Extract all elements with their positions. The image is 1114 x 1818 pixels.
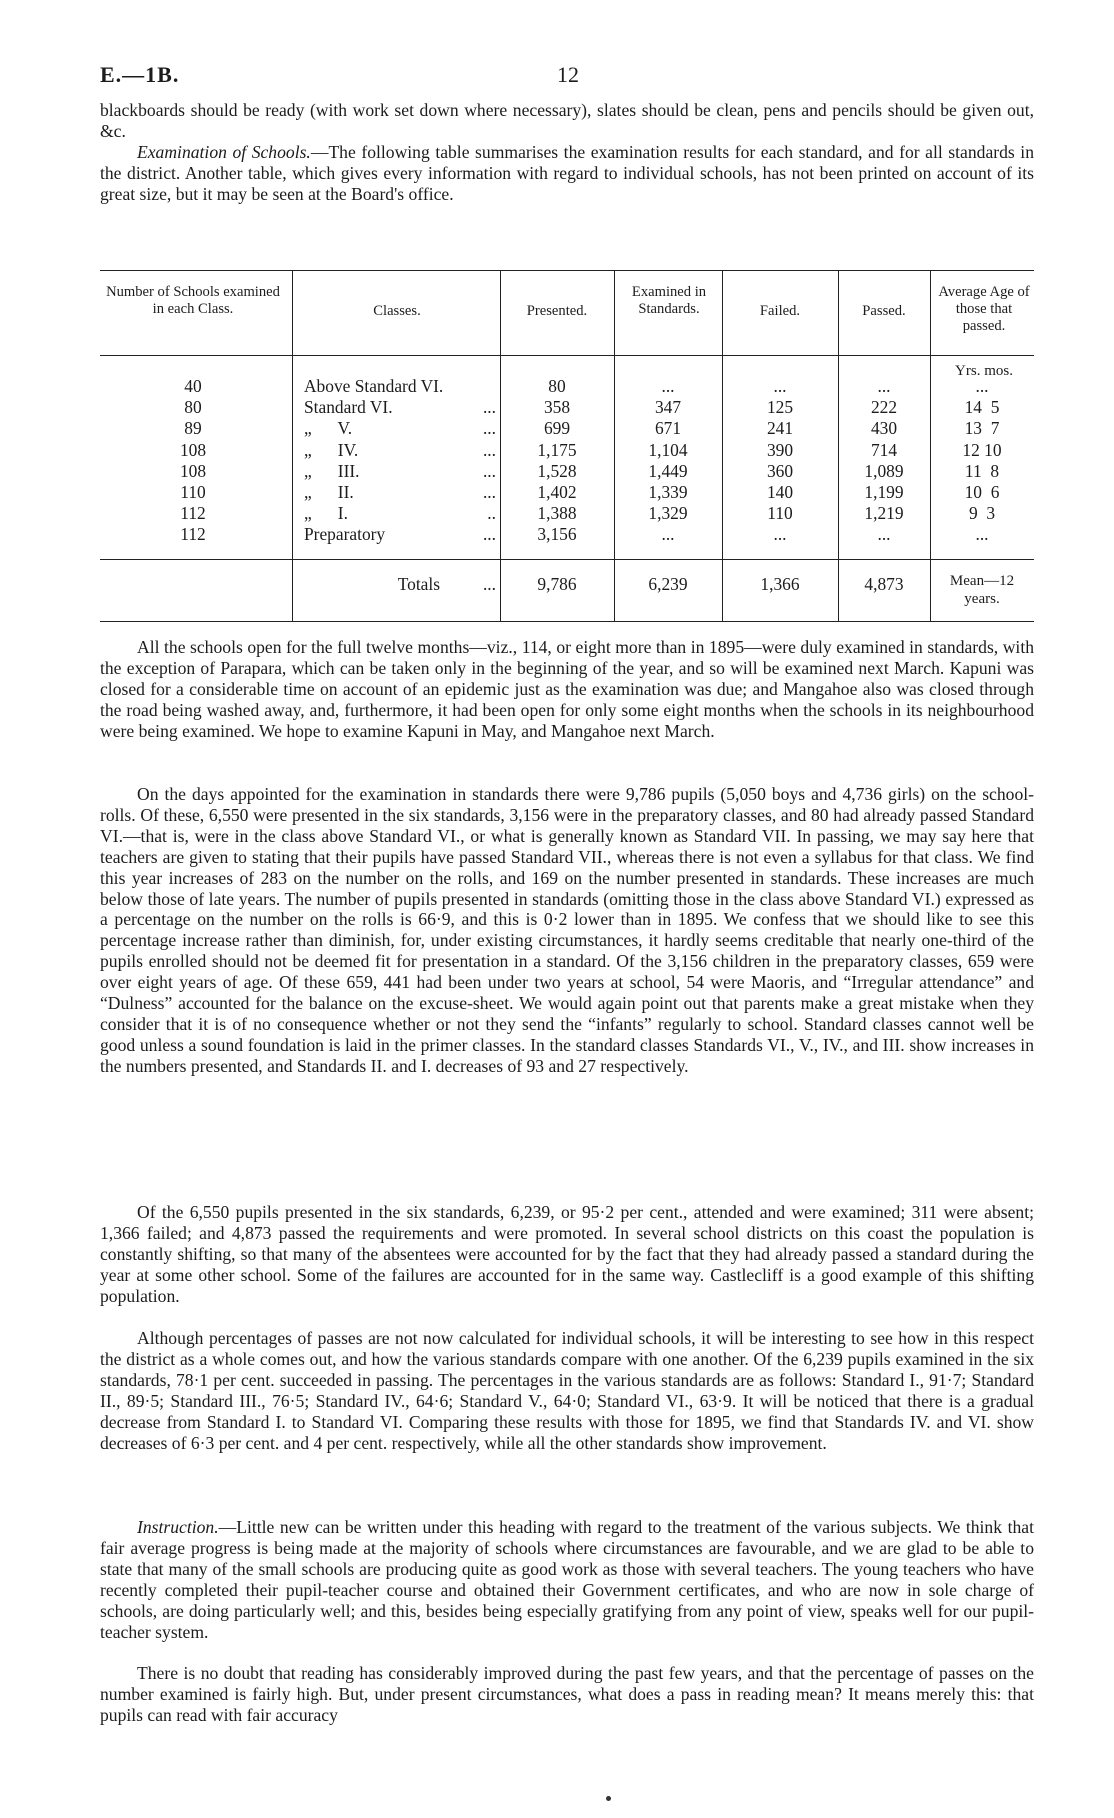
cell-failed: 140 (766, 482, 794, 502)
column-divider (292, 270, 293, 622)
cell-failed: ... (773, 524, 787, 545)
instruction-text: —Little new can be written under this heading with regard to the treatment of the various subjects. We think that fair average progress is being made at the majority of schools where circumstances are favourable, and we are glad to be able to state that many of the small schools are producing quite as good work as those with several teachers. The young teachers who have recently completed their pupil-teacher course and obtained their Government certificates, and who are now in sole charge of schools, are doing particularly well; and this, besides being especially gratifying from any point of view, speaks well for our pupil-teacher system. (100, 1517, 1034, 1642)
cell-age: 12 10 (962, 439, 1002, 460)
cell-failed: 110 (767, 503, 793, 524)
table-header-rule (100, 355, 1034, 356)
cell-passed: 1,089 (864, 460, 904, 481)
totals-label: Totals (397, 574, 440, 594)
page-number: 12 (557, 62, 579, 87)
cell-cls: Above Standard VI. (304, 376, 444, 396)
cell-presented: 358 (543, 397, 571, 418)
examination-heading: Examination of Schools. (137, 142, 311, 162)
cell-lead: ... (482, 418, 496, 439)
header-failed: Failed. (759, 303, 801, 319)
cell-schools: 112 (180, 524, 206, 545)
cell-passed: 714 (870, 439, 898, 460)
cell-age: 9 3 (968, 503, 996, 524)
header-examined: Examined in Standards. (631, 284, 707, 317)
totals-examined: 6,239 (648, 574, 688, 594)
intro-paragraph (100, 100, 1034, 142)
cell-schools: 40 (184, 376, 202, 396)
results-table (100, 270, 1034, 622)
cell-examined: 1,329 (648, 503, 688, 524)
cell-age: 10 6 (964, 482, 1000, 502)
cell-examined: ... (661, 524, 675, 545)
cell-failed: 360 (766, 460, 794, 481)
cell-passed: ... (877, 524, 891, 545)
header-schools: Number of Schools examined in each Class. (106, 284, 280, 317)
cell-lead: ... (482, 524, 496, 545)
table-totals-rule (100, 559, 1034, 560)
document-reference: E.—1B. (100, 62, 180, 87)
cell-schools: 112 (180, 503, 206, 524)
totals-passed: 4,873 (864, 574, 904, 594)
header-classes: Classes. (373, 303, 421, 319)
cell-presented: 1,175 (537, 439, 577, 460)
examination-text: —The following table summarises the examination results for each standard, and for all standards in the district. Another table, which gives every information with regard to individual schools, has not been printed on account of its great size, but it may be seen at the Board's office. (100, 142, 1034, 204)
paragraph-pupils-presented: Of the 6,550 pupils presented in the six standards, 6,239, or 95·2 per cent., attended and were examined; 311 were absent; 1,366 failed; and 4,873 passed the requirements and were promoted. In several school districts on this coast the population is constantly shifting, so that many of the absentees were accounted for by the fact that they had already passed a standard during the year at some other school. Some of the failures are accounted for in the same way. Castlecliff is a good example of this shifting population. (100, 1202, 1034, 1306)
header-average-age: Average Age of those that passed. (938, 284, 1030, 334)
instruction-heading: Instruction. (137, 1517, 219, 1537)
totals-failed: 1,366 (760, 574, 800, 594)
cell-age: 13 7 (964, 418, 1000, 439)
cell-presented: 80 (548, 376, 566, 396)
cell-passed: 1,219 (864, 503, 904, 524)
page-speck (606, 1796, 611, 1801)
page-header (100, 62, 1040, 92)
cell-examined: 347 (654, 397, 682, 418)
paragraph-reading: There is no doubt that reading has considerably improved during the past few years, and that the percentage of passes on the number examined is fairly high. But, under present circumstances, what does a pass in reading mean? It means merely this: that pupils can read with fair accuracy (100, 1663, 1034, 1725)
paragraph-schools-open: All the schools open for the full twelve months—viz., 114, or eight more than in 1895—were duly examined in standards, with the exception of Parapara, which can be taken only in the beginning of the year, and so will be examined next March. Kapuni was closed for a considerable time on account of an epidemic just as the examination was due; and Mangahoe also was closed through the road being washed away, and, furthermore, it had been open for only some eight months when the schools in its neighbourhood were being examined. We hope to examine Kapuni in May, and Mangahoe next March. (100, 637, 1034, 741)
cell-cls: Preparatory (304, 524, 386, 545)
totals-mean-age (930, 572, 1034, 608)
cell-passed: 222 (870, 397, 898, 418)
cell-lead: ... (482, 482, 496, 502)
table-top-rule (100, 270, 1034, 271)
cell-presented: 1,388 (537, 503, 577, 524)
cell-lead: .. (487, 503, 496, 524)
cell-cls: „ V. (304, 418, 353, 439)
cell-schools: 80 (184, 397, 202, 418)
cell-age: 14 5 (964, 397, 1000, 418)
cell-examined: 671 (654, 418, 682, 439)
paragraph-percentages: Although percentages of passes are not now calculated for individual schools, it will be interesting to see how in this respect the district as a whole comes out, and how the various standards compare with one another. Of the 6,239 pupils examined in the six standards, 78·1 per cent. succeeded in passing. The percentages in the various standards are as follows: Standard I., 91·7; Standard II., 89·5; Standard III., 76·5; Standard IV., 64·6; Standard V., 64·0; Standard VI., 63·9. It will be noticed that there is a gradual decrease from Standard I. to Standard VI. Comparing these results with those for 1895, we find that Standards IV. and VI. show decreases of 6·3 per cent. and 4 per cent. respectively, while all the other standards show improvement. (100, 1328, 1034, 1453)
cell-failed: ... (773, 376, 787, 396)
age-unit-label: Yrs. mos. (955, 363, 1013, 379)
paragraph-examination-days: On the days appointed for the examination in standards there were 9,786 pupils (5,050 boys and 4,736 girls) on the school-rolls. Of these, 6,550 were presented in the six standards, 3,156 were in the preparatory classes, and 80 had already passed Standard VI.—that is, were in the class above Standard VI., or what is generally known as Standard VII. In passing, we may say here that teachers are given to stating that their pupils have passed Standard VII., whereas there is not even a syllabus for that class. We find this year increases of 283 on the number on the rolls, and 169 on the number presented in standards. These increases are much below those of late years. The number of pupils presented in standards (omitting those in the class above Standard VI.) expressed as a percentage on the number on the rolls is 66·9, and this is 0·2 lower than in 1895. We confess that we should like to see this percentage increase rather than diminish, for, under existing circumstances, it hardly seems creditable that nearly one-third of the pupils enrolled should not be deemed fit for presentation in a standard. Of the 3,156 children in the preparatory classes, 659 were over eight years of age. Of these 659, 441 had been under two years at school, 54 were Maoris, and “Irregular attendance” and “Dulness” accounted for the balance on the excuse-sheet. We would again point out that parents make a great mistake when they consider that it is of no consequence whether or not they send the “infants” regularly to school. Standard classes cannot well be good unless a sound foundation is laid in the primer classes. In the standard classes Standards VI., V., IV., and III. show increases in the numbers presented, and Standards II. and I. decreases of 93 and 27 respectively. (100, 784, 1034, 1076)
table-bottom-rule (100, 621, 1034, 622)
cell-cls: „ III. (304, 460, 360, 481)
paragraph-instruction (100, 1517, 1034, 1642)
header-presented: Presented. (526, 303, 588, 319)
cell-age: ... (975, 376, 989, 396)
totals-leader: ... (482, 574, 496, 594)
cell-presented: 1,402 (537, 482, 577, 502)
totals-age-line2: years. (964, 591, 1000, 607)
cell-cls: „ II. (304, 482, 354, 502)
examination-paragraph (100, 142, 1034, 205)
cell-examined: 1,104 (648, 439, 688, 460)
cell-age: ... (975, 524, 989, 545)
cell-schools: 110 (180, 482, 206, 502)
cell-presented: 1,528 (537, 460, 577, 481)
totals-presented: 9,786 (537, 574, 577, 594)
intro-line: blackboards should be ready (with work set down where necessary), slates should be clean, pens and pencils should be given out, &c. (100, 100, 1034, 141)
cell-lead: ... (482, 397, 496, 418)
cell-lead: ... (482, 460, 496, 481)
cell-failed: 241 (766, 418, 794, 439)
cell-presented: 699 (543, 418, 571, 439)
cell-examined: 1,449 (648, 460, 688, 481)
cell-examined: 1,339 (648, 482, 688, 502)
cell-cls: „ IV. (304, 439, 359, 460)
cell-examined: ... (661, 376, 675, 396)
cell-schools: 108 (179, 439, 207, 460)
cell-cls: Standard VI. (304, 397, 393, 418)
cell-schools: 108 (179, 460, 207, 481)
header-passed: Passed. (862, 303, 906, 319)
cell-lead: ... (482, 439, 496, 460)
cell-schools: 89 (184, 418, 202, 439)
cell-passed: 430 (870, 418, 898, 439)
cell-passed: 1,199 (864, 482, 904, 502)
cell-failed: 125 (766, 397, 794, 418)
cell-failed: 390 (766, 439, 794, 460)
cell-cls: „ I. (304, 503, 348, 524)
cell-age: 11 8 (964, 460, 1000, 481)
totals-age-line1: Mean—12 (949, 573, 1015, 589)
cell-passed: ... (877, 376, 891, 396)
cell-presented: 3,156 (537, 524, 577, 545)
